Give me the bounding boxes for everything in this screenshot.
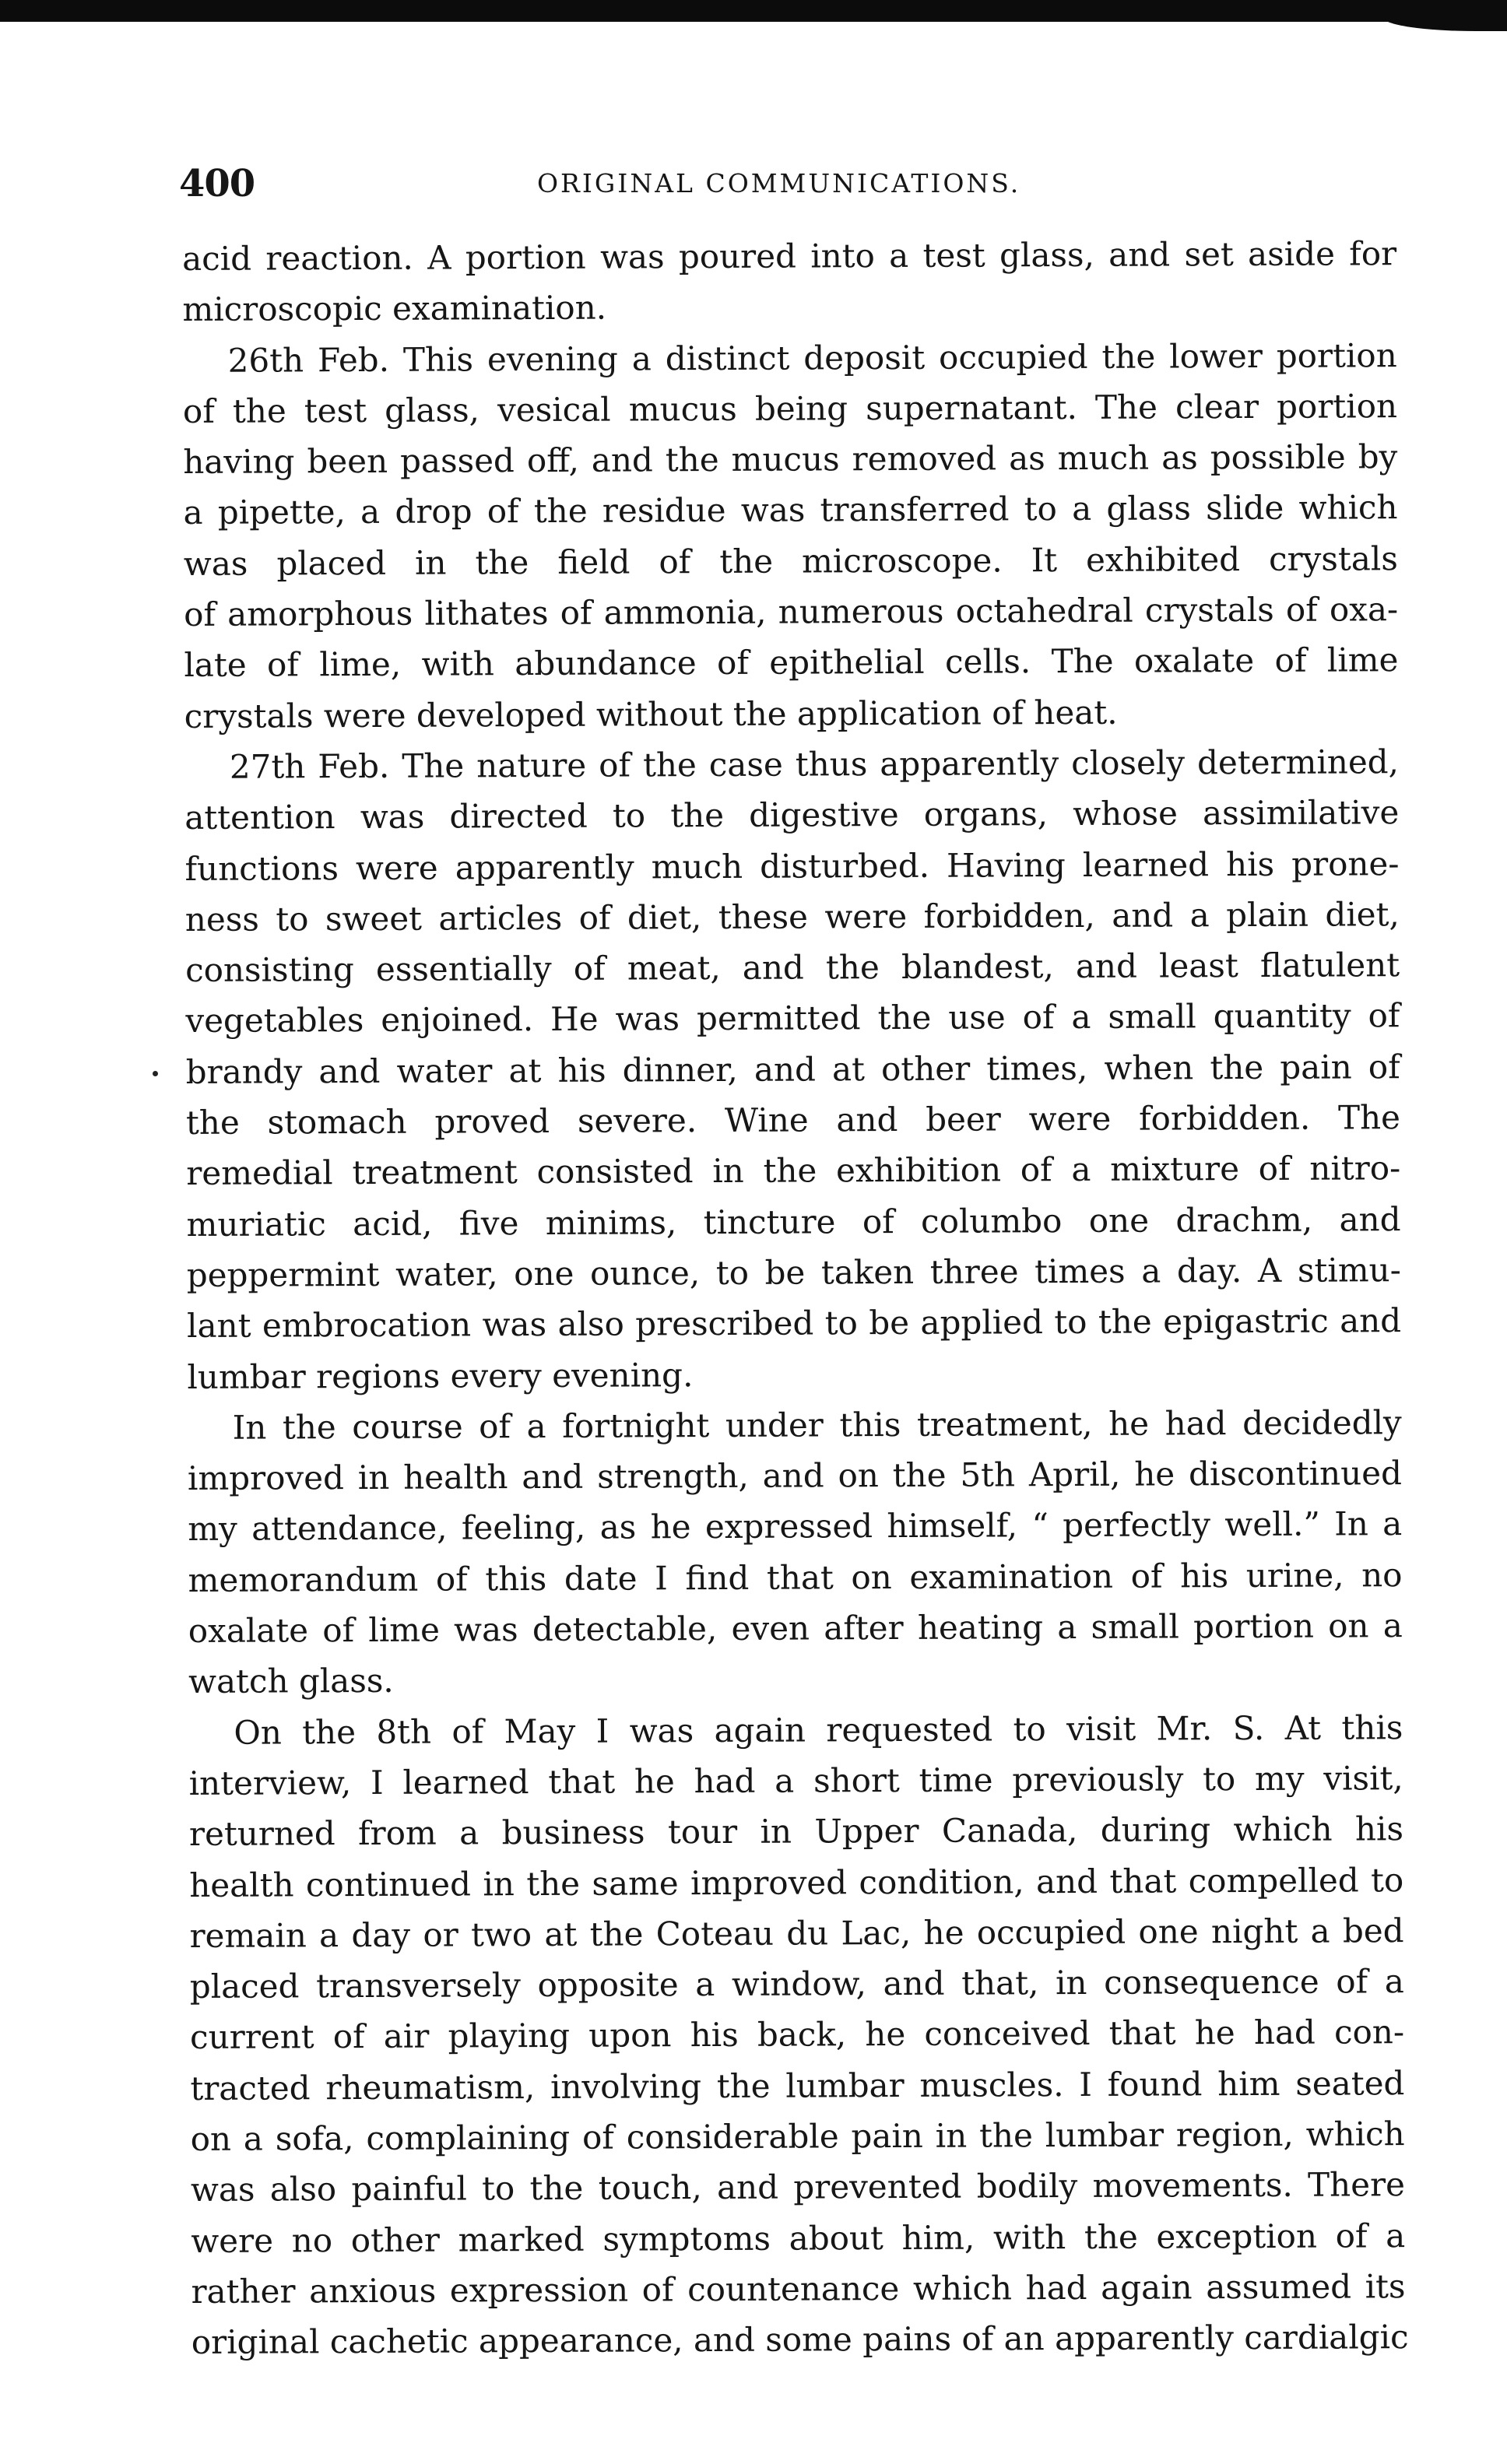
text-line: were no other marked symptoms about him, with the exception of a <box>191 2216 1406 2260</box>
text-line: 26th Feb. This evening a distinct deposit occupied the lower portion <box>227 335 1397 380</box>
text-line: original cachetic appearance, and some pains of an apparently cardialgic <box>191 2318 1409 2362</box>
text-line: having been passed off, and the mucus removed as much as possible by <box>183 437 1398 482</box>
text-line: remedial treatment consisted in the exhibition of a mixture of nitro- <box>186 1149 1401 1193</box>
text-line: tracted rheumatism, involving the lumbar muscles. I found him seated <box>190 2063 1405 2108</box>
margin-mark <box>153 1071 158 1076</box>
text-line: watch glass. <box>188 1662 394 1701</box>
text-line: placed transversely opposite a window, and that, in consequence of a <box>189 1962 1404 2006</box>
text-line: improved in health and strength, and on the 5th April, he discontinued <box>187 1454 1403 1498</box>
text-line: remain a day or two at the Coteau du Lac, he occupied one night a bed <box>189 1911 1404 1955</box>
text-line: current of air playing upon his back, he conceived that he had con- <box>190 2013 1405 2057</box>
text-line: a pipette, a drop of the residue was transferred to a glass slide which <box>183 488 1398 532</box>
text-line: attention was directed to the digestive organs, whose assimilative <box>184 793 1400 837</box>
text-line: microscopic examination. <box>182 288 607 329</box>
scan-top-edge-corner <box>1382 0 1507 31</box>
text-line: on a sofa, complaining of considerable pain in the lumbar region, which <box>190 2115 1405 2158</box>
text-line: brandy and water at his dinner, and at other times, when the pain of <box>185 1047 1400 1091</box>
text-line: peppermint water, one ounce, to be taken three times a day. A stimu- <box>186 1251 1401 1294</box>
page-number: 400 <box>179 162 255 205</box>
text-line: 27th Feb. The nature of the case thus apparently closely determined, <box>229 742 1400 786</box>
text-line: vegetables enjoined. He was permitted the use of a small quantity of <box>185 996 1400 1041</box>
text-line: functions were apparently much disturbed. Having learned his prone- <box>184 844 1400 888</box>
text-line: interview, I learned that he had a short time previously to my visit, <box>188 1759 1403 1802</box>
running-head: ORIGINAL COMMUNICATIONS. <box>537 168 1021 198</box>
text-line: rather anxious expression of countenance which had again assumed its <box>191 2267 1406 2311</box>
text-line: my attendance, feeling, as he expressed himself, “ perfectly well.” In a <box>188 1504 1403 1549</box>
text-line: acid reaction. A portion was poured into a test glass, and set aside for <box>182 234 1397 278</box>
text-line: returned from a business tour in Upper Canada, during which his <box>188 1809 1404 1854</box>
text-line: lumbar regions every evening. <box>187 1355 694 1396</box>
text-line: muriatic acid, five minims, tincture of columbo one drachm, and <box>186 1199 1401 1244</box>
text-line: On the 8th of May I was again requested to visit Mr. S. At this <box>234 1708 1403 1752</box>
text-line: health continued in the same improved condition, and that compelled to <box>189 1860 1404 1904</box>
text-line: crystals were developed without the application of heat. <box>184 693 1118 735</box>
text-line: memorandum of this date I find that on examination of his urine, no <box>188 1555 1403 1599</box>
scan-top-edge <box>0 0 1507 22</box>
text-line: of amorphous lithates of ammonia, numerous octahedral crystals of oxa- <box>184 590 1399 634</box>
text-line: the stomach proved severe. Wine and beer were forbidden. The <box>185 1098 1401 1142</box>
text-line: consisting essentially of meat, and the blandest, and least flatulent <box>185 946 1400 990</box>
text-line: oxalate of lime was detectable, even after heating a small portion on a <box>188 1606 1403 1650</box>
text-line: In the course of a fortnight under this treatment, he had decidedly <box>232 1403 1402 1447</box>
text-line: lant embrocation was also prescribed to be applied to the epigastric and <box>187 1301 1402 1346</box>
text-line: ness to sweet articles of diet, these were forbidden, and a plain diet, <box>184 895 1400 939</box>
text-line: late of lime, with abundance of epithelial cells. The oxalate of lime <box>184 641 1399 685</box>
body-text <box>182 228 1409 2367</box>
text-line: was also painful to the touch, and prevented bodily movements. There <box>190 2165 1406 2210</box>
text-line: was placed in the field of the microscope. It exhibited crystals <box>183 539 1398 583</box>
text-line: of the test glass, vesical mucus being supernatant. The clear portion <box>182 387 1398 430</box>
